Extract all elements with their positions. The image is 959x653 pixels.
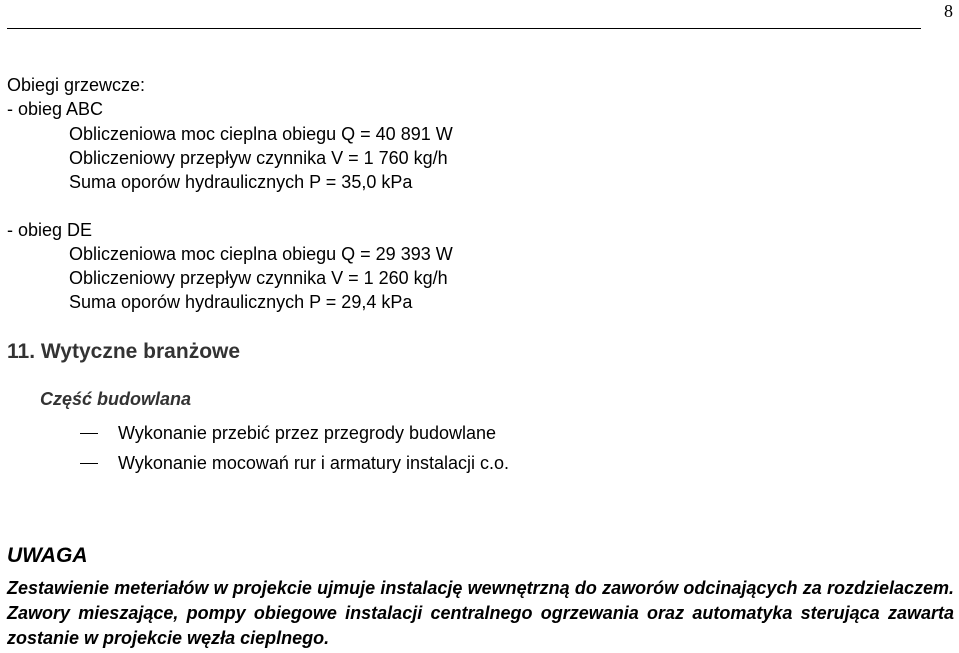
- bullet-dash: [80, 463, 98, 464]
- bullet-item: Wykonanie przebić przez przegrody budowlane: [118, 423, 497, 443]
- circuit-name: - obieg ABC: [7, 99, 104, 119]
- circuit-flow: Obliczeniowy przepływ czynnika V = 1 760 kg/h: [69, 148, 448, 168]
- circuit-heat-power: Obliczeniowa moc cieplna obiegu Q = 40 891 W: [69, 124, 453, 144]
- header-rule: [7, 28, 921, 29]
- bullet-dash: [80, 433, 98, 434]
- circuit-resistance: Suma oporów hydraulicznych P = 29,4 kPa: [69, 292, 413, 312]
- circuit-name: - obieg DE: [7, 220, 93, 240]
- circuit-flow: Obliczeniowy przepływ czynnika V = 1 260 kg/h: [69, 268, 448, 288]
- warning-paragraph: Zestawienie meteriałów w projekcie ujmuje instalację wewnętrzną do zaworów odcinających za rozdzielaczem. Zawory mieszające, pompy obiegowe instalacji centralnego ogrzewania oraz automatyka sterująca zawarta zostanie w projekcie węzła cieplnego.: [7, 578, 954, 648]
- warning-heading: UWAGA: [7, 544, 88, 567]
- circuits-title: Obiegi grzewcze:: [7, 75, 146, 95]
- subsection-heading: Część budowlana: [40, 389, 192, 409]
- circuit-heat-power: Obliczeniowa moc cieplna obiegu Q = 29 393 W: [69, 244, 453, 264]
- bullet-item: Wykonanie mocowań rur i armatury instalacji c.o.: [118, 453, 509, 473]
- page-number: 8: [944, 1, 953, 21]
- circuit-resistance: Suma oporów hydraulicznych P = 35,0 kPa: [69, 172, 413, 192]
- section-heading: 11. Wytyczne branżowe: [7, 340, 241, 363]
